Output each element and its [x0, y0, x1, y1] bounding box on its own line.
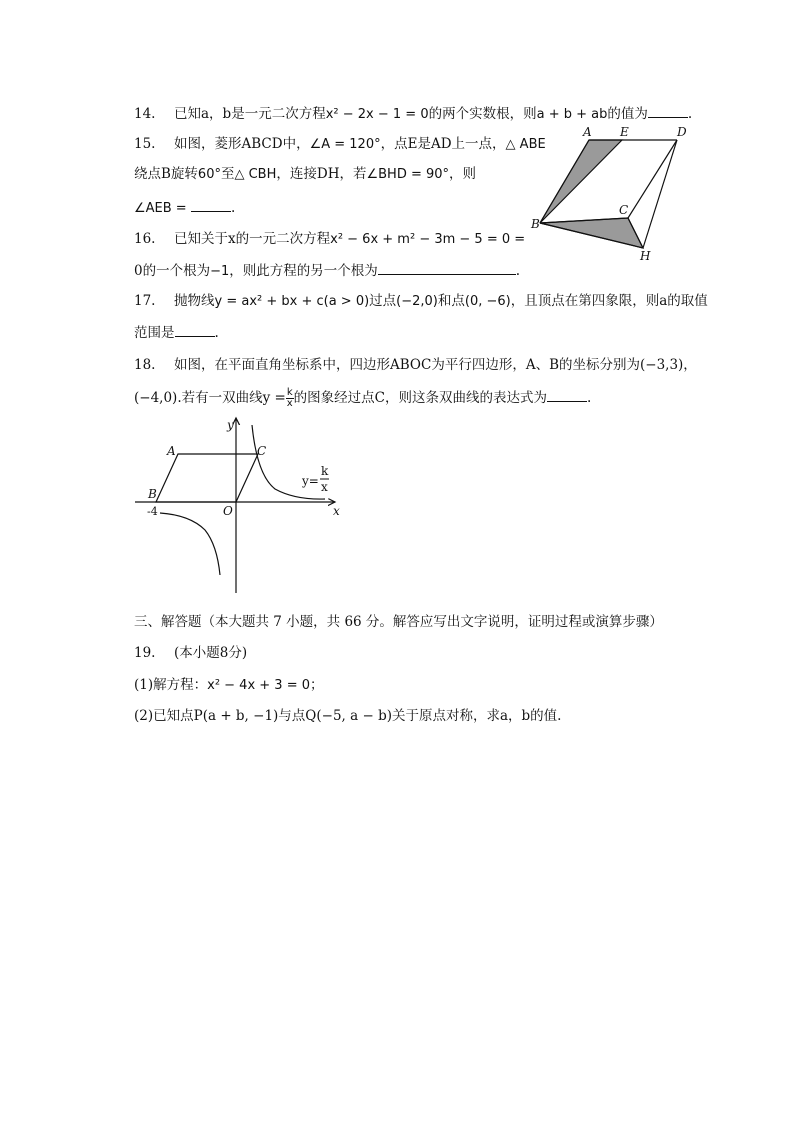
question-16-line-1: 16. 已知关于x的一元二次方程x² − 6x + m² − 3m − 5 = 0 =	[134, 231, 526, 247]
side-dc	[628, 140, 677, 218]
label-o: O	[223, 504, 233, 518]
question-number: 16.	[134, 231, 156, 247]
label-b: B	[531, 217, 540, 231]
answer-blank[interactable]	[175, 322, 215, 337]
label-a: A	[167, 444, 176, 458]
hyperbola-branch-q3	[160, 513, 220, 575]
label-e: E	[620, 125, 629, 139]
label-y: y	[227, 418, 234, 432]
label-c: C	[619, 203, 629, 217]
equation: x² − 2x − 1 = 0	[325, 107, 429, 122]
label-h: H	[640, 249, 651, 263]
label-a: A	[583, 125, 592, 139]
question-number: 14.	[134, 106, 156, 122]
answer-blank[interactable]	[547, 387, 587, 402]
curve-label: y=	[302, 474, 319, 488]
question-15-line-2: 绕点B旋转60°至△ CBH，连接DH，若∠BHD = 90°，则	[134, 166, 477, 182]
question-18-line-1: 18. 如图，在平面直角坐标系中，四边形ABOC为平行四边形，A、B的坐标分别为(−3,3)，	[134, 357, 697, 373]
coordinate-figure	[135, 415, 355, 595]
question-number: 18.	[134, 357, 156, 373]
section-3-heading: 三、解答题（本大题共 7 小题，共 66 分。解答应写出文字说明，证明过程或演算步骤）	[134, 614, 663, 630]
label-neg4: -4	[147, 505, 158, 518]
segment-dh	[643, 140, 677, 248]
question-17-line-2: 范围是 .	[134, 322, 219, 343]
label-b: B	[148, 487, 157, 501]
question-number: 19.	[134, 645, 156, 661]
rhombus-figure	[525, 125, 705, 265]
fraction-k-over-x: $\frac{k}{x}$	[286, 387, 293, 409]
label-d: D	[677, 125, 687, 139]
question-19-part-1: (1)解方程：x² − 4x + 3 = 0；	[134, 677, 324, 693]
question-14: 14. 已知a，b是一元二次方程x² − 2x − 1 = 0的两个实数根，则a + b + ab的值为 .	[134, 103, 692, 125]
question-number: 15.	[134, 136, 156, 152]
label-c: C	[257, 444, 267, 458]
question-18-line-2: (−4,0).若有一双曲线y = $\frac{k}{x}$ 的图象经过点C，则这条双曲线的表达式为 .	[134, 387, 592, 409]
answer-blank[interactable]	[648, 103, 688, 118]
question-15-line-1: 15. 如图，菱形ABCD中，∠A = 120°，点E是AD上一点，△ ABE	[134, 136, 546, 152]
question-16-line-2: 0的一个根为−1，则此方程的另一个根为 .	[134, 260, 520, 282]
answer-blank[interactable]	[378, 260, 516, 275]
question-19-header: 19. (本小题8分)	[134, 645, 248, 661]
question-15-line-3: ∠AEB = .	[134, 197, 235, 219]
parallelogram-aboc	[156, 454, 258, 502]
question-19-part-2: (2)已知点P(a + b, −1)与点Q(−5, a − b)关于原点对称，求a，b的值.	[134, 708, 562, 724]
curve-label-x: x	[321, 480, 328, 494]
label-x: x	[333, 504, 340, 518]
curve-label-k: k	[321, 464, 329, 478]
question-17-line-1: 17. 抛物线y = ax² + bx + c(a > 0)过点(−2,0)和点(0, −6)，且顶点在第四象限，则a的取值	[134, 293, 708, 309]
question-number: 17.	[134, 293, 156, 309]
answer-blank[interactable]	[191, 197, 231, 212]
